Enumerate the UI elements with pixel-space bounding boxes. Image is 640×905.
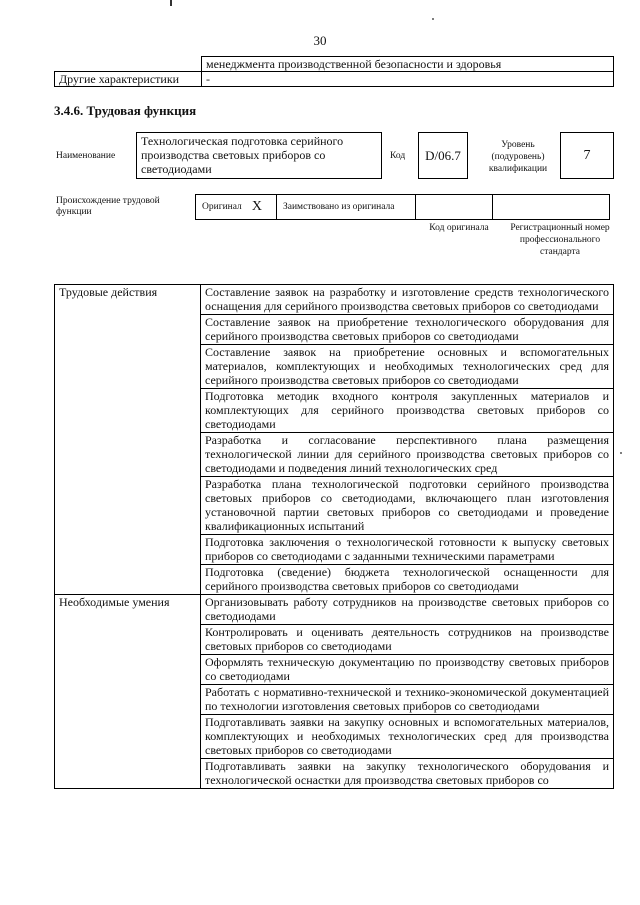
- table-row: [55, 595, 614, 625]
- table-row: [55, 72, 614, 87]
- page-number: 30: [313, 33, 327, 48]
- origin-row: [196, 194, 610, 220]
- table-cell: Подготовка (сведение) бюджета технологической оснащенности для серийного производства световых приборов со светодиодами: [201, 565, 614, 595]
- borrowed-label: Заимствовано из оригинала: [276, 194, 416, 220]
- code-label: Код: [390, 151, 406, 161]
- table-cell: Подготовка методик входного контроля закупленных материалов и комплектующих для серийного производства световых приборов со светодиодами: [201, 389, 614, 433]
- top-table-value: -: [202, 72, 614, 87]
- table-cell: Работать с нормативно-технической и технико-экономической документацией по технологии изготовления световых приборов со светодиодами: [201, 685, 614, 715]
- code-value: D/06.7: [418, 132, 468, 179]
- table-cell: Составление заявок на разработку и изготовление средств технологического оснащения для серийного производства световых приборов со светодиодами: [201, 285, 614, 315]
- table-cell: Контролировать и оценивать деятельность сотрудников на производстве световых приборов со светодиодами: [201, 625, 614, 655]
- original-mark: X: [251, 199, 262, 214]
- table-row: [55, 285, 614, 315]
- scan-speck: [620, 452, 622, 454]
- top-table-value: менеджмента производственной безопасности и здоровья: [202, 57, 614, 72]
- table-cell: Подготавливать заявки на закупку основных и вспомогательных материалов, комплектующих и необходимых технологических сред для производства световых приборов со светодиодами: [201, 715, 614, 759]
- reg-number-cell: [492, 194, 610, 220]
- table-cell: Составление заявок на приобретение технологического оборудования для серийного производства световых приборов со светодиодами: [201, 315, 614, 345]
- scan-speck: [432, 18, 434, 20]
- code-original-label: Код оригинала: [429, 223, 489, 233]
- origin-label: Происхождение трудовой функции: [56, 196, 160, 217]
- top-table-label: Другие характеристики: [55, 72, 202, 87]
- table-cell: Оформлять техническую документацию по производству световых приборов со светодиодами: [201, 655, 614, 685]
- level-value: 7: [560, 132, 614, 179]
- category-required-skills: Необходимые умения: [55, 595, 201, 789]
- table-cell: Разработка плана технологической подготовки серийного производства световых приборов со светодиодами, включающего план изготовления установочной партии световых приборов со светодиодами и проведение квалификационных испытаний: [201, 477, 614, 535]
- name-label: Наименование: [56, 151, 116, 161]
- table-cell: Разработка и согласование перспективного плана размещения технологической линии для серийного производства световых приборов со светодиодами и подведения линий технологических сред: [201, 433, 614, 477]
- table-cell: Подготавливать заявки на закупку технологического оборудования и технологической оснастки для производства световых приборов со: [201, 759, 614, 789]
- table-cell: Подготовка заключения о технологической готовности к выпуску световых приборов со светодиодами с заданными техническими параметрами: [201, 535, 614, 565]
- original-code-cell: [415, 194, 493, 220]
- reg-number-label: Регистрационный номер профессионального стандарта: [510, 223, 610, 257]
- table-row: [55, 57, 614, 72]
- name-value: Технологическая подготовка серийного производства световых приборов со светодиодами: [136, 132, 382, 179]
- top-table-label: [55, 57, 202, 72]
- top-table: [54, 56, 614, 87]
- table-cell: Составление заявок на приобретение основных и вспомогательных материалов, комплектующих и необходимых технологических сред для серийного производства световых приборов со светодиодами: [201, 345, 614, 389]
- original-label: Оригинал: [202, 202, 242, 212]
- level-label: Уровень (подуровень) квалификации: [488, 140, 548, 174]
- category-labor-actions: Трудовые действия: [55, 285, 201, 595]
- main-table: [54, 284, 614, 789]
- section-title: 3.4.6. Трудовая функция: [54, 103, 197, 118]
- scan-mark: [170, 0, 172, 6]
- table-cell: Организовывать работу сотрудников на производстве световых приборов со светодиодами: [201, 595, 614, 625]
- original-cell: [195, 194, 277, 220]
